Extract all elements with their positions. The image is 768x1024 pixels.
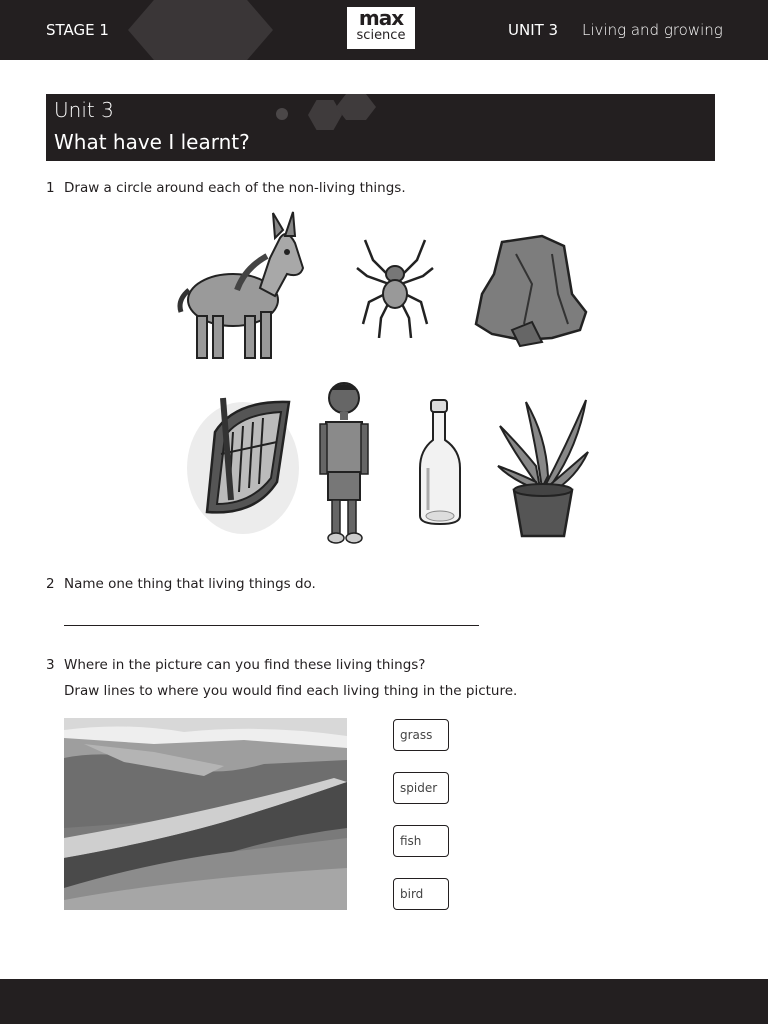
question-number: 1 — [46, 180, 55, 196]
spider-picture[interactable] — [355, 238, 435, 338]
question-text: Name one thing that living things do. — [64, 576, 316, 592]
banner-hexagon — [336, 94, 376, 120]
stage-label: STAGE 1 — [46, 21, 109, 39]
unit-number-label: UNIT 3 — [508, 21, 559, 39]
word-box-fish[interactable]: fish — [393, 825, 449, 857]
header-hexagon — [128, 0, 273, 60]
banner-unit: Unit 3 — [54, 98, 114, 122]
max-science-logo — [345, 5, 417, 51]
word-box-grass[interactable]: grass — [393, 719, 449, 751]
question-number: 2 — [46, 576, 55, 592]
word-box-bird[interactable]: bird — [393, 878, 449, 910]
donkey-picture[interactable] — [175, 208, 305, 368]
word-box-spider[interactable]: spider — [393, 772, 449, 804]
question-number: 3 — [46, 657, 55, 673]
question-text: Where in the picture can you find these living things? — [64, 657, 426, 673]
logo-science-text: science — [356, 28, 406, 43]
landscape-photo[interactable] — [64, 718, 347, 910]
question-text: Draw a circle around each of the non-living things. — [64, 180, 406, 196]
question-1 — [46, 180, 406, 196]
banner-title: What have I learnt? — [54, 130, 250, 154]
question-2 — [46, 576, 316, 592]
logo-max-text: max — [358, 6, 404, 30]
footer-bar — [0, 979, 768, 1024]
question-3 — [46, 657, 425, 673]
section-banner — [46, 94, 715, 161]
answer-line[interactable] — [64, 625, 479, 626]
boy-picture[interactable] — [318, 380, 370, 545]
banner-dot — [276, 108, 288, 120]
rowing-boat-picture[interactable] — [185, 392, 300, 537]
bottle-picture[interactable] — [416, 398, 464, 528]
question-3-instruction: Draw lines to where you would find each living thing in the picture. — [64, 683, 518, 699]
unit-title-label: Living and growing — [582, 21, 723, 39]
banner-hexagon — [308, 100, 342, 130]
potted-plant-picture[interactable] — [496, 396, 591, 541]
rock-picture[interactable] — [472, 234, 592, 349]
header-bar — [0, 0, 768, 60]
